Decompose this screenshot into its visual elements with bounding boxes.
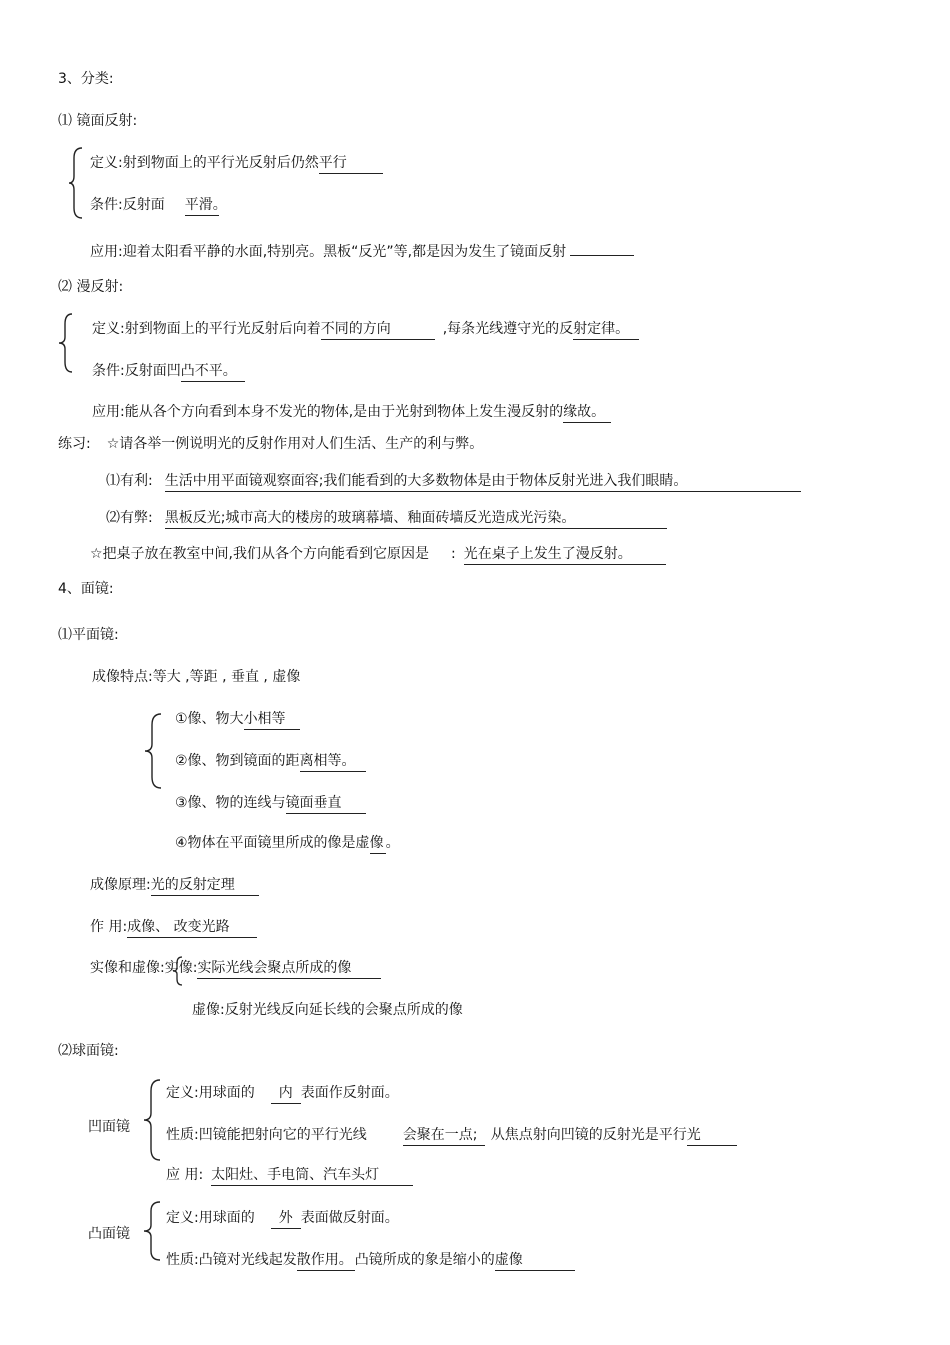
practice-q1: ☆请各举一例说明光的反射作用对人们生活、生产的利与弊。: [106, 436, 484, 452]
diffuse-def-fill: 不同的方向: [321, 320, 435, 340]
convex-prop-fill2: 虚像: [495, 1251, 575, 1271]
concave-prop-fill2: 光: [687, 1126, 737, 1146]
diffuse-app-label: 应用:能从各个方向看到本身不发光的物体,是由于光射到物体上发生漫反射的: [92, 404, 564, 420]
brace-mirror: [68, 146, 84, 220]
plane-feature-4: [175, 834, 400, 854]
convex-mirror-label: 凸面镜: [88, 1226, 130, 1242]
practice-advantage: [106, 472, 801, 492]
use-label: 作 用:: [90, 919, 128, 935]
diffuse-def-label: 定义:射到物面上的平行光反射后向着: [92, 321, 321, 337]
use-fill: 成像、 改变光路: [127, 918, 257, 938]
concave-prop-fill: 会聚在一点;: [403, 1126, 485, 1146]
practice-q2-fill: 光在桌子上发生了漫反射。: [464, 545, 666, 565]
brace-plane-features: [143, 712, 163, 790]
f4-label: ④物体在平面镜里所成的像是虚: [175, 835, 370, 851]
real-virtual-row: [90, 959, 381, 979]
convex-definition: [166, 1209, 399, 1229]
brace-convex: [142, 1200, 162, 1262]
convex-prop-label: 性质:凸镜对光线起发: [166, 1252, 297, 1268]
concave-app-fill: 太阳灶、手电筒、汽车头灯: [211, 1166, 413, 1186]
diffuse-condition: [92, 362, 245, 382]
brace-real-virtual: [172, 955, 184, 987]
concave-def-label: 定义:用球面的: [166, 1085, 255, 1101]
mirror-condition: [90, 196, 227, 216]
real-label: 实像:: [164, 960, 198, 976]
concave-app-label: 应 用:: [166, 1167, 204, 1183]
plane-principle: [90, 876, 259, 896]
f4-fill: 像: [370, 834, 386, 854]
section-4-title: 4、面镜:: [58, 581, 114, 597]
concave-prop-mid: 从焦点射向凹镜的反射光是平行: [490, 1127, 687, 1143]
mirror-app-blank: [570, 238, 634, 256]
mirror-cond-fill: 平滑。: [185, 196, 219, 216]
f1-fill: 小相等: [244, 710, 300, 730]
disadvantage-fill: 黑板反光;城市高大的楼房的玻璃幕墙、釉面砖墙反光造成光污染。: [165, 509, 667, 529]
mirror-def-label: 定义:射到物面上的平行光反射后仍然: [90, 155, 319, 171]
diffuse-cond-fill: 凸不平。: [181, 362, 245, 382]
diffuse-definition: [92, 320, 639, 340]
real-fill: 实际光线会聚点所成的像: [197, 959, 381, 979]
mirror-cond-label: 条件:反射面: [90, 197, 165, 213]
practice-q2-colon: :: [451, 546, 456, 562]
brace-concave: [142, 1078, 162, 1162]
concave-prop-label: 性质:凹镜能把射向它的平行光线: [166, 1127, 367, 1143]
f3-fill: 镜面垂直: [286, 794, 366, 814]
diffuse-def-mid: ,每条光线遵守光的反: [442, 321, 574, 337]
brace-diffuse: [58, 312, 74, 374]
sphere-mirror-heading: ⑵球面镜:: [58, 1043, 119, 1059]
practice-disadvantage: [106, 509, 667, 529]
concave-definition: [166, 1084, 399, 1104]
convex-prop-mid: 凸镜所成的象是缩小的: [354, 1252, 495, 1268]
diffuse-cond-label: 条件:反射面凹: [92, 363, 181, 379]
convex-def-end: 表面做反射面。: [300, 1210, 399, 1226]
mirror-def-fill: 平行: [319, 154, 383, 174]
principle-label: 成像原理:: [90, 877, 151, 893]
mirror-reflection-heading: ⑴ 镜面反射:: [58, 113, 138, 129]
section-3-title: 3、分类:: [58, 71, 114, 87]
concave-application: [166, 1166, 413, 1186]
advantage-label: ⑴有利:: [106, 473, 153, 489]
concave-def-fill: 内: [271, 1084, 301, 1104]
disadvantage-label: ⑵有弊:: [106, 510, 153, 526]
plane-feature-2: [175, 752, 366, 772]
f2-fill: 离相等。: [300, 752, 366, 772]
mirror-definition: [90, 154, 383, 174]
plane-features: 成像特点:等大 ,等距 , 垂直 , 虚像: [92, 669, 301, 685]
practice-question-2: [90, 545, 666, 565]
concave-def-end: 表面作反射面。: [300, 1085, 399, 1101]
concave-property: [166, 1126, 737, 1146]
diffuse-app-fill: 缘故。: [563, 403, 611, 423]
f1-label: ①像、物大: [175, 711, 244, 727]
mirror-application: [90, 238, 634, 261]
plane-use: [90, 918, 257, 938]
diffuse-def-fill2: 射定律。: [573, 320, 639, 340]
f3-label: ③像、物的连线与: [175, 795, 286, 811]
diffuse-application: [92, 403, 611, 423]
plane-feature-3: [175, 794, 366, 814]
f2-label: ②像、物到镜面的距: [175, 753, 300, 769]
advantage-fill: 生活中用平面镜观察面容;我们能看到的大多数物体是由于物体反射光进入我们眼睛。: [165, 472, 801, 492]
f4-end: 。: [385, 835, 400, 851]
virtual-image: 虚像:反射光线反向延长线的会聚点所成的像: [192, 1002, 463, 1018]
practice-question-1: [58, 435, 483, 453]
plane-mirror-heading: ⑴平面镜:: [58, 627, 119, 643]
practice-label: 练习:: [58, 436, 91, 452]
convex-def-label: 定义:用球面的: [166, 1210, 255, 1226]
plane-feature-1: [175, 710, 300, 730]
concave-mirror-label: 凹面镜: [88, 1119, 130, 1135]
principle-fill: 光的反射定理: [151, 876, 259, 896]
convex-prop-fill: 散作用。: [297, 1251, 355, 1271]
diffuse-reflection-heading: ⑵ 漫反射:: [58, 279, 124, 295]
practice-q2-label: ☆把桌子放在教室中间,我们从各个方向能看到它原因是: [90, 546, 429, 562]
mirror-app-text: 应用:迎着太阳看平静的水面,特别亮。黑板“反光”等,都是因为发生了镜面反射: [90, 244, 567, 260]
convex-property: [166, 1251, 575, 1271]
rv-label: 实像和虚像:: [90, 960, 165, 976]
convex-def-fill: 外: [271, 1209, 301, 1229]
